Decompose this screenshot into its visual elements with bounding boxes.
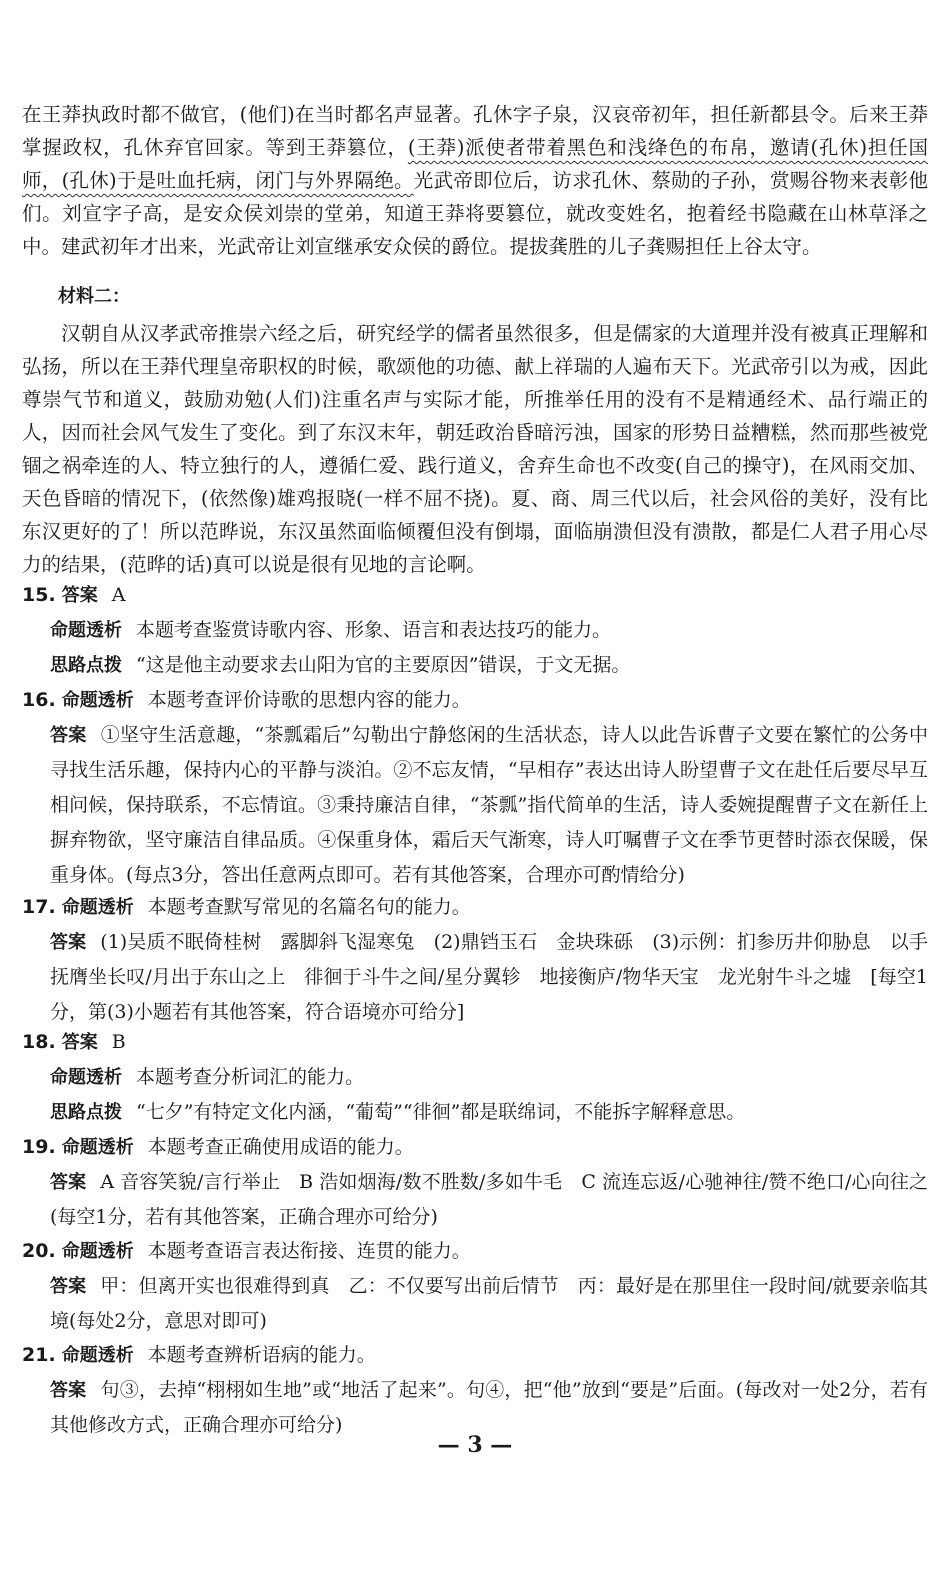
q17-answer: (1)吴质不眠倚桂树 露脚斜飞湿寒兔 (2)鼎铛玉石 金块珠砾 (3)示例：扪参历井仰胁息 以手抚膺坐长叹/月出于东山之上 徘徊于斗牛之间/星分翼轸 地接衡庐/物华天宝 龙光射牛斗之墟 [每空1分，第(3)小题若有其他答案，符合语境亦可给分] (50, 931, 928, 1023)
q15-answer: A (111, 584, 126, 606)
material-two-text: 汉朝自从汉孝武帝推崇六经之后，研究经学的儒者虽然很多，但是儒家的大道理并没有被真正理解和弘扬，所以在王莽代理皇帝职权的时候，歌颂他的功德、献上祥瑞的人遍布天下。光武帝引以为戒，因此尊崇气节和道义，鼓励劝勉(人们)注重名声与实际才能，所推举任用的没有不是精通经术、品行端正的人，因而社会风气发生了变化。到了东汉末年，朝廷政治昏暗污浊，国家的形势日益糟糕，然而那些被党锢之祸牵连的人、特立独行的人，遵循仁爱、践行道义，舍弃生命也不改变(自己的操守)，在风雨交加、天色昏暗的情况下，(依然像)雄鸡报晓(一样不屈不挠)。夏、商、周三代以后，社会风俗的美好，没有比东汉更好的了！所以范晔说，东汉虽然面临倾覆但没有倒塌，面临崩溃但没有溃散，都是仁人君子用心尽力的结果，(范晔的话)真可以说是很有见地的言论啊。 (22, 322, 928, 576)
question-21 (22, 1338, 928, 1443)
q17-analysis-line (22, 890, 928, 925)
q20-answer-label: 答案 (50, 1276, 87, 1297)
q20-number: 20. (22, 1240, 56, 1262)
q19-answer-line (22, 1165, 948, 1235)
q15-hint-label: 思路点拨 (50, 655, 122, 676)
q18-analysis: 本题考查分析词汇的能力。 (136, 1066, 365, 1088)
q20-analysis: 本题考查语言表达衔接、连贯的能力。 (147, 1240, 471, 1262)
q15-hint-line (22, 648, 928, 683)
q19-analysis-line (22, 1130, 928, 1165)
q19-answer: A 音容笑貌/言行举止 B 浩如烟海/数不胜数/多如牛毛 C 流连忘返/心驰神往/赞不绝口/心向往之 (每空1分，若有其他答案，正确合理亦可给分) (50, 1171, 948, 1228)
material-one-paragraph (22, 98, 928, 263)
q15-hint: “这是他主动要求去山阳为官的主要原因”错误，于文无据。 (136, 654, 631, 676)
q16-answer-label: 答案 (50, 725, 87, 746)
material-one-translation (22, 98, 928, 263)
q20-answer: 甲：但离开实也很难得到真 乙：不仅要写出前后情节 丙：最好是在那里住一段时间/就要亲临其境(每处2分，意思对即可) (50, 1275, 929, 1332)
q18-answer: B (111, 1031, 126, 1053)
q18-answer-label: 答案 (61, 1032, 98, 1053)
q21-analysis-label: 命题透析 (61, 1345, 134, 1366)
q21-answer: 句③，去掉“栩栩如生地”或“地活了起来”。句④，把“他”放到“要是”后面。(每改对一处2分，若有其他修改方式，正确合理亦可给分) (50, 1379, 928, 1436)
q18-answer-line (22, 1025, 928, 1060)
q16-answer-line (22, 718, 928, 893)
q15-analysis: 本题考查鉴赏诗歌内容、形象、语言和表达技巧的能力。 (136, 619, 612, 641)
question-16 (22, 683, 928, 893)
q18-number: 18. (22, 1031, 56, 1053)
q18-analysis-label: 命题透析 (50, 1067, 122, 1088)
q19-analysis-label: 命题透析 (61, 1137, 134, 1158)
q17-number: 17. (22, 896, 56, 918)
q16-analysis-label: 命题透析 (61, 690, 134, 711)
q17-answer-label: 答案 (50, 932, 87, 953)
q20-analysis-label: 命题透析 (61, 1241, 134, 1262)
question-19 (22, 1130, 948, 1235)
q15-answer-label: 答案 (61, 585, 98, 606)
q16-analysis: 本题考查评价诗歌的思想内容的能力。 (147, 689, 471, 711)
q17-answer-line (22, 925, 928, 1030)
q16-number: 16. (22, 689, 56, 711)
q19-answer-label: 答案 (50, 1172, 87, 1193)
material-two-heading: 材料二： (58, 286, 130, 307)
q16-analysis-line (22, 683, 928, 718)
question-18 (22, 1025, 928, 1130)
q18-hint-label: 思路点拨 (50, 1102, 122, 1123)
text-after-underline: 光武帝即位后，访求孔休、蔡勋的子孙，赏赐谷物来表彰他们。刘宣字子高，是安众侯刘崇的堂弟，知道王莽将要篡位，就改变姓名，抱着经书隐藏在山林草泽之中。建武初年才出来，光武帝让刘宣继承安众侯的爵位。提拔龚胜的儿子龚赐担任上谷太守。 (22, 169, 928, 258)
q19-number: 19. (22, 1136, 56, 1158)
q21-analysis-line (22, 1338, 928, 1373)
q21-answer-label: 答案 (50, 1380, 87, 1401)
q15-analysis-label: 命题透析 (50, 620, 122, 641)
page-number: — 3 — (437, 1432, 513, 1458)
question-15 (22, 578, 928, 683)
q17-analysis: 本题考查默写常见的名篇名句的能力。 (147, 896, 471, 918)
q18-hint: “七夕”有特定文化内涵，“葡萄”“徘徊”都是联绵词，不能拆字解释意思。 (136, 1101, 746, 1123)
q19-analysis: 本题考查正确使用成语的能力。 (147, 1136, 414, 1158)
q16-answer: ①坚守生活意趣，“茶瓢霜后”勾勒出宁静悠闲的生活状态，诗人以此告诉曹子文要在繁忙的公务中寻找生活乐趣，保持内心的平静与淡泊。②不忘友情，“早相存”表达出诗人盼望曹子文在赴任后要尽早互相问候，保持联系，不忘情谊。③秉持廉洁自律，“茶瓢”指代简单的生活，诗人委婉提醒曹子文在新任上摒弃物欲，坚守廉洁自律品质。④保重身体，霜后天气渐寒，诗人叮嘱曹子文在季节更替时添衣保暖，保重身体。(每点3分，答出任意两点即可。若有其他答案，合理亦可酌情给分) (50, 724, 929, 886)
material-two (22, 280, 928, 581)
q20-analysis-line (22, 1234, 928, 1269)
text-before-underline: 在王莽执政时都不做官，(他们)在当时都名声显著。孔休字子泉，汉哀帝初年，担任新都县令。后来王莽掌握政权，孔休弃官回家。等到王莽篡位， (22, 103, 928, 159)
q15-number: 15. (22, 584, 56, 606)
q21-number: 21. (22, 1344, 56, 1366)
underlined-sentence: (王莽)派使者带着黑色和浅绛色的布帛，邀请(孔休)担任国师，(孔休)于是吐血托病，闭门与外界隔绝。 (22, 136, 928, 192)
question-17 (22, 890, 928, 1030)
question-20 (22, 1234, 928, 1339)
q18-analysis-line (22, 1060, 928, 1095)
q17-analysis-label: 命题透析 (61, 897, 134, 918)
q15-answer-line (22, 578, 928, 613)
q15-analysis-line (22, 613, 928, 648)
q21-analysis: 本题考查辨析语病的能力。 (147, 1344, 376, 1366)
q18-hint-line (22, 1095, 928, 1130)
q20-answer-line (22, 1269, 928, 1339)
